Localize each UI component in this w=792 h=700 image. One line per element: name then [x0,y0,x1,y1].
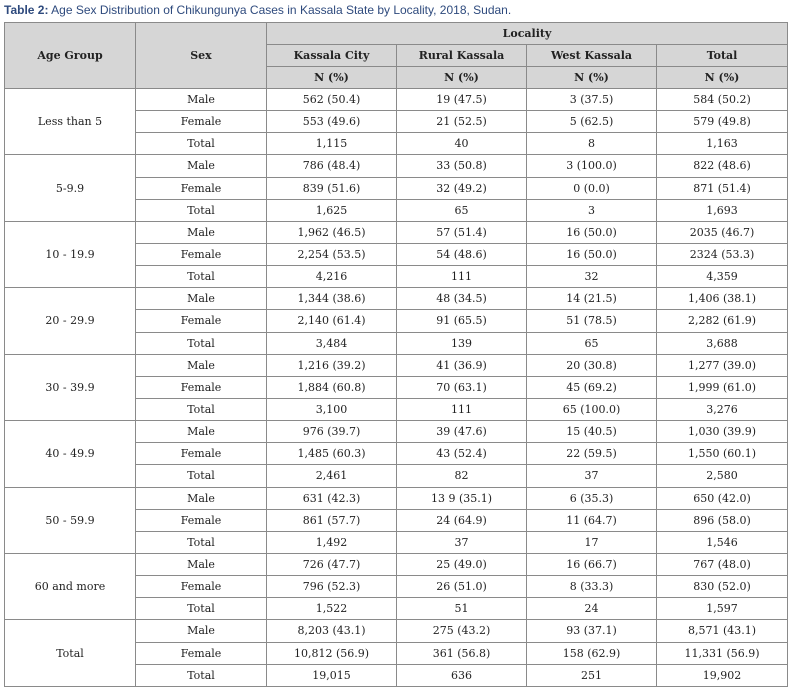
value-cell: 1,962 (46.5) [267,221,397,243]
value-cell: 1,277 (39.0) [657,354,788,376]
value-cell: 767 (48.0) [657,553,788,575]
sex-cell: Female [136,111,267,133]
value-cell: 37 [397,531,527,553]
value-cell: 2,140 (61.4) [267,310,397,332]
value-cell: 650 (42.0) [657,487,788,509]
value-cell: 6 (35.3) [527,487,657,509]
age-group-cell: 40 - 49.9 [5,421,136,487]
sex-cell: Male [136,487,267,509]
table-row [5,155,788,177]
sex-cell: Female [136,576,267,598]
sex-cell: Female [136,243,267,265]
header-locality: Locality [267,23,788,45]
header-age-group: Age Group [5,23,136,89]
value-cell: 579 (49.8) [657,111,788,133]
age-group-cell: 60 and more [5,553,136,619]
value-cell: 2,282 (61.9) [657,310,788,332]
sex-cell: Total [136,531,267,553]
age-group-cell: 50 - 59.9 [5,487,136,553]
value-cell: 1,485 (60.3) [267,443,397,465]
value-cell: 636 [397,664,527,686]
value-cell: 1,597 [657,598,788,620]
value-cell: 251 [527,664,657,686]
sex-cell: Female [136,443,267,465]
value-cell: 41 (36.9) [397,354,527,376]
value-cell: 1,030 (39.9) [657,421,788,443]
sex-cell: Total [136,465,267,487]
value-cell: 10,812 (56.9) [267,642,397,664]
value-cell: 158 (62.9) [527,642,657,664]
value-cell: 1,550 (60.1) [657,443,788,465]
value-cell: 3,688 [657,332,788,354]
value-cell: 2,461 [267,465,397,487]
header-unit: N (%) [267,67,397,89]
value-cell: 786 (48.4) [267,155,397,177]
table-row [5,89,788,111]
value-cell: 40 [397,133,527,155]
sex-cell: Female [136,376,267,398]
table-caption-text: Age Sex Distribution of Chikungunya Cases in Kassala State by Locality, 2018, Sudan. [48,3,512,17]
value-cell: 1,344 (38.6) [267,288,397,310]
value-cell: 8,571 (43.1) [657,620,788,642]
age-group-cell: Total [5,620,136,687]
table-header [5,23,788,89]
age-group-cell: 20 - 29.9 [5,288,136,354]
sex-cell: Female [136,310,267,332]
header-unit: N (%) [657,67,788,89]
table-row [5,354,788,376]
sex-cell: Female [136,177,267,199]
value-cell: 82 [397,465,527,487]
sex-cell: Total [136,598,267,620]
table-row [5,553,788,575]
value-cell: 822 (48.6) [657,155,788,177]
value-cell: 1,693 [657,199,788,221]
value-cell: 2,580 [657,465,788,487]
value-cell: 21 (52.5) [397,111,527,133]
value-cell: 8,203 (43.1) [267,620,397,642]
sex-cell: Female [136,642,267,664]
value-cell: 1,115 [267,133,397,155]
value-cell: 4,216 [267,266,397,288]
value-cell: 111 [397,266,527,288]
sex-cell: Male [136,221,267,243]
value-cell: 16 (66.7) [527,553,657,575]
table-row [5,421,788,443]
value-cell: 24 (64.9) [397,509,527,531]
value-cell: 8 (33.3) [527,576,657,598]
header-col-west-kassala: West Kassala [527,45,657,67]
value-cell: 19,015 [267,664,397,686]
value-cell: 48 (34.5) [397,288,527,310]
table-row [5,487,788,509]
sex-cell: Total [136,664,267,686]
value-cell: 3 (100.0) [527,155,657,177]
value-cell: 796 (52.3) [267,576,397,598]
value-cell: 553 (49.6) [267,111,397,133]
header-col-rural-kassala: Rural Kassala [397,45,527,67]
value-cell: 19,902 [657,664,788,686]
value-cell: 20 (30.8) [527,354,657,376]
value-cell: 45 (69.2) [527,376,657,398]
value-cell: 896 (58.0) [657,509,788,531]
header-col-kassala-city: Kassala City [267,45,397,67]
table-body [5,89,788,687]
value-cell: 65 (100.0) [527,398,657,420]
value-cell: 91 (65.5) [397,310,527,332]
value-cell: 93 (37.1) [527,620,657,642]
value-cell: 17 [527,531,657,553]
value-cell: 39 (47.6) [397,421,527,443]
value-cell: 51 (78.5) [527,310,657,332]
value-cell: 11 (64.7) [527,509,657,531]
header-unit: N (%) [527,67,657,89]
value-cell: 861 (57.7) [267,509,397,531]
value-cell: 65 [527,332,657,354]
data-table [4,22,788,687]
value-cell: 25 (49.0) [397,553,527,575]
value-cell: 1,999 (61.0) [657,376,788,398]
value-cell: 1,163 [657,133,788,155]
value-cell: 3,100 [267,398,397,420]
value-cell: 19 (47.5) [397,89,527,111]
value-cell: 3,276 [657,398,788,420]
sex-cell: Male [136,155,267,177]
value-cell: 16 (50.0) [527,221,657,243]
value-cell: 726 (47.7) [267,553,397,575]
sex-cell: Total [136,266,267,288]
value-cell: 830 (52.0) [657,576,788,598]
value-cell: 1,522 [267,598,397,620]
value-cell: 3 (37.5) [527,89,657,111]
value-cell: 33 (50.8) [397,155,527,177]
value-cell: 631 (42.3) [267,487,397,509]
value-cell: 8 [527,133,657,155]
value-cell: 1,625 [267,199,397,221]
sex-cell: Female [136,509,267,531]
value-cell: 32 [527,266,657,288]
value-cell: 139 [397,332,527,354]
value-cell: 871 (51.4) [657,177,788,199]
value-cell: 37 [527,465,657,487]
value-cell: 1,884 (60.8) [267,376,397,398]
table-caption [4,2,788,18]
value-cell: 26 (51.0) [397,576,527,598]
header-col-total: Total [657,45,788,67]
value-cell: 43 (52.4) [397,443,527,465]
age-group-cell: Less than 5 [5,89,136,155]
age-group-cell: 10 - 19.9 [5,221,136,287]
sex-cell: Male [136,421,267,443]
value-cell: 16 (50.0) [527,243,657,265]
value-cell: 22 (59.5) [527,443,657,465]
value-cell: 111 [397,398,527,420]
header-unit: N (%) [397,67,527,89]
value-cell: 5 (62.5) [527,111,657,133]
value-cell: 70 (63.1) [397,376,527,398]
value-cell: 14 (21.5) [527,288,657,310]
value-cell: 361 (56.8) [397,642,527,664]
value-cell: 13 9 (35.1) [397,487,527,509]
value-cell: 2,254 (53.5) [267,243,397,265]
value-cell: 976 (39.7) [267,421,397,443]
value-cell: 1,546 [657,531,788,553]
value-cell: 584 (50.2) [657,89,788,111]
value-cell: 65 [397,199,527,221]
sex-cell: Male [136,620,267,642]
value-cell: 1,406 (38.1) [657,288,788,310]
value-cell: 3 [527,199,657,221]
sex-cell: Total [136,398,267,420]
value-cell: 3,484 [267,332,397,354]
sex-cell: Male [136,553,267,575]
sex-cell: Total [136,199,267,221]
table-row [5,288,788,310]
sex-cell: Total [136,133,267,155]
sex-cell: Total [136,332,267,354]
table-caption-label: Table 2: [4,3,49,17]
value-cell: 54 (48.6) [397,243,527,265]
table-row [5,221,788,243]
value-cell: 32 (49.2) [397,177,527,199]
value-cell: 562 (50.4) [267,89,397,111]
table-row [5,620,788,642]
sex-cell: Male [136,354,267,376]
sex-cell: Male [136,89,267,111]
value-cell: 1,492 [267,531,397,553]
value-cell: 57 (51.4) [397,221,527,243]
value-cell: 839 (51.6) [267,177,397,199]
value-cell: 2324 (53.3) [657,243,788,265]
value-cell: 15 (40.5) [527,421,657,443]
value-cell: 2035 (46.7) [657,221,788,243]
value-cell: 51 [397,598,527,620]
value-cell: 275 (43.2) [397,620,527,642]
value-cell: 4,359 [657,266,788,288]
value-cell: 0 (0.0) [527,177,657,199]
age-group-cell: 30 - 39.9 [5,354,136,420]
sex-cell: Male [136,288,267,310]
header-sex: Sex [136,23,267,89]
value-cell: 11,331 (56.9) [657,642,788,664]
value-cell: 24 [527,598,657,620]
value-cell: 1,216 (39.2) [267,354,397,376]
age-group-cell: 5-9.9 [5,155,136,221]
